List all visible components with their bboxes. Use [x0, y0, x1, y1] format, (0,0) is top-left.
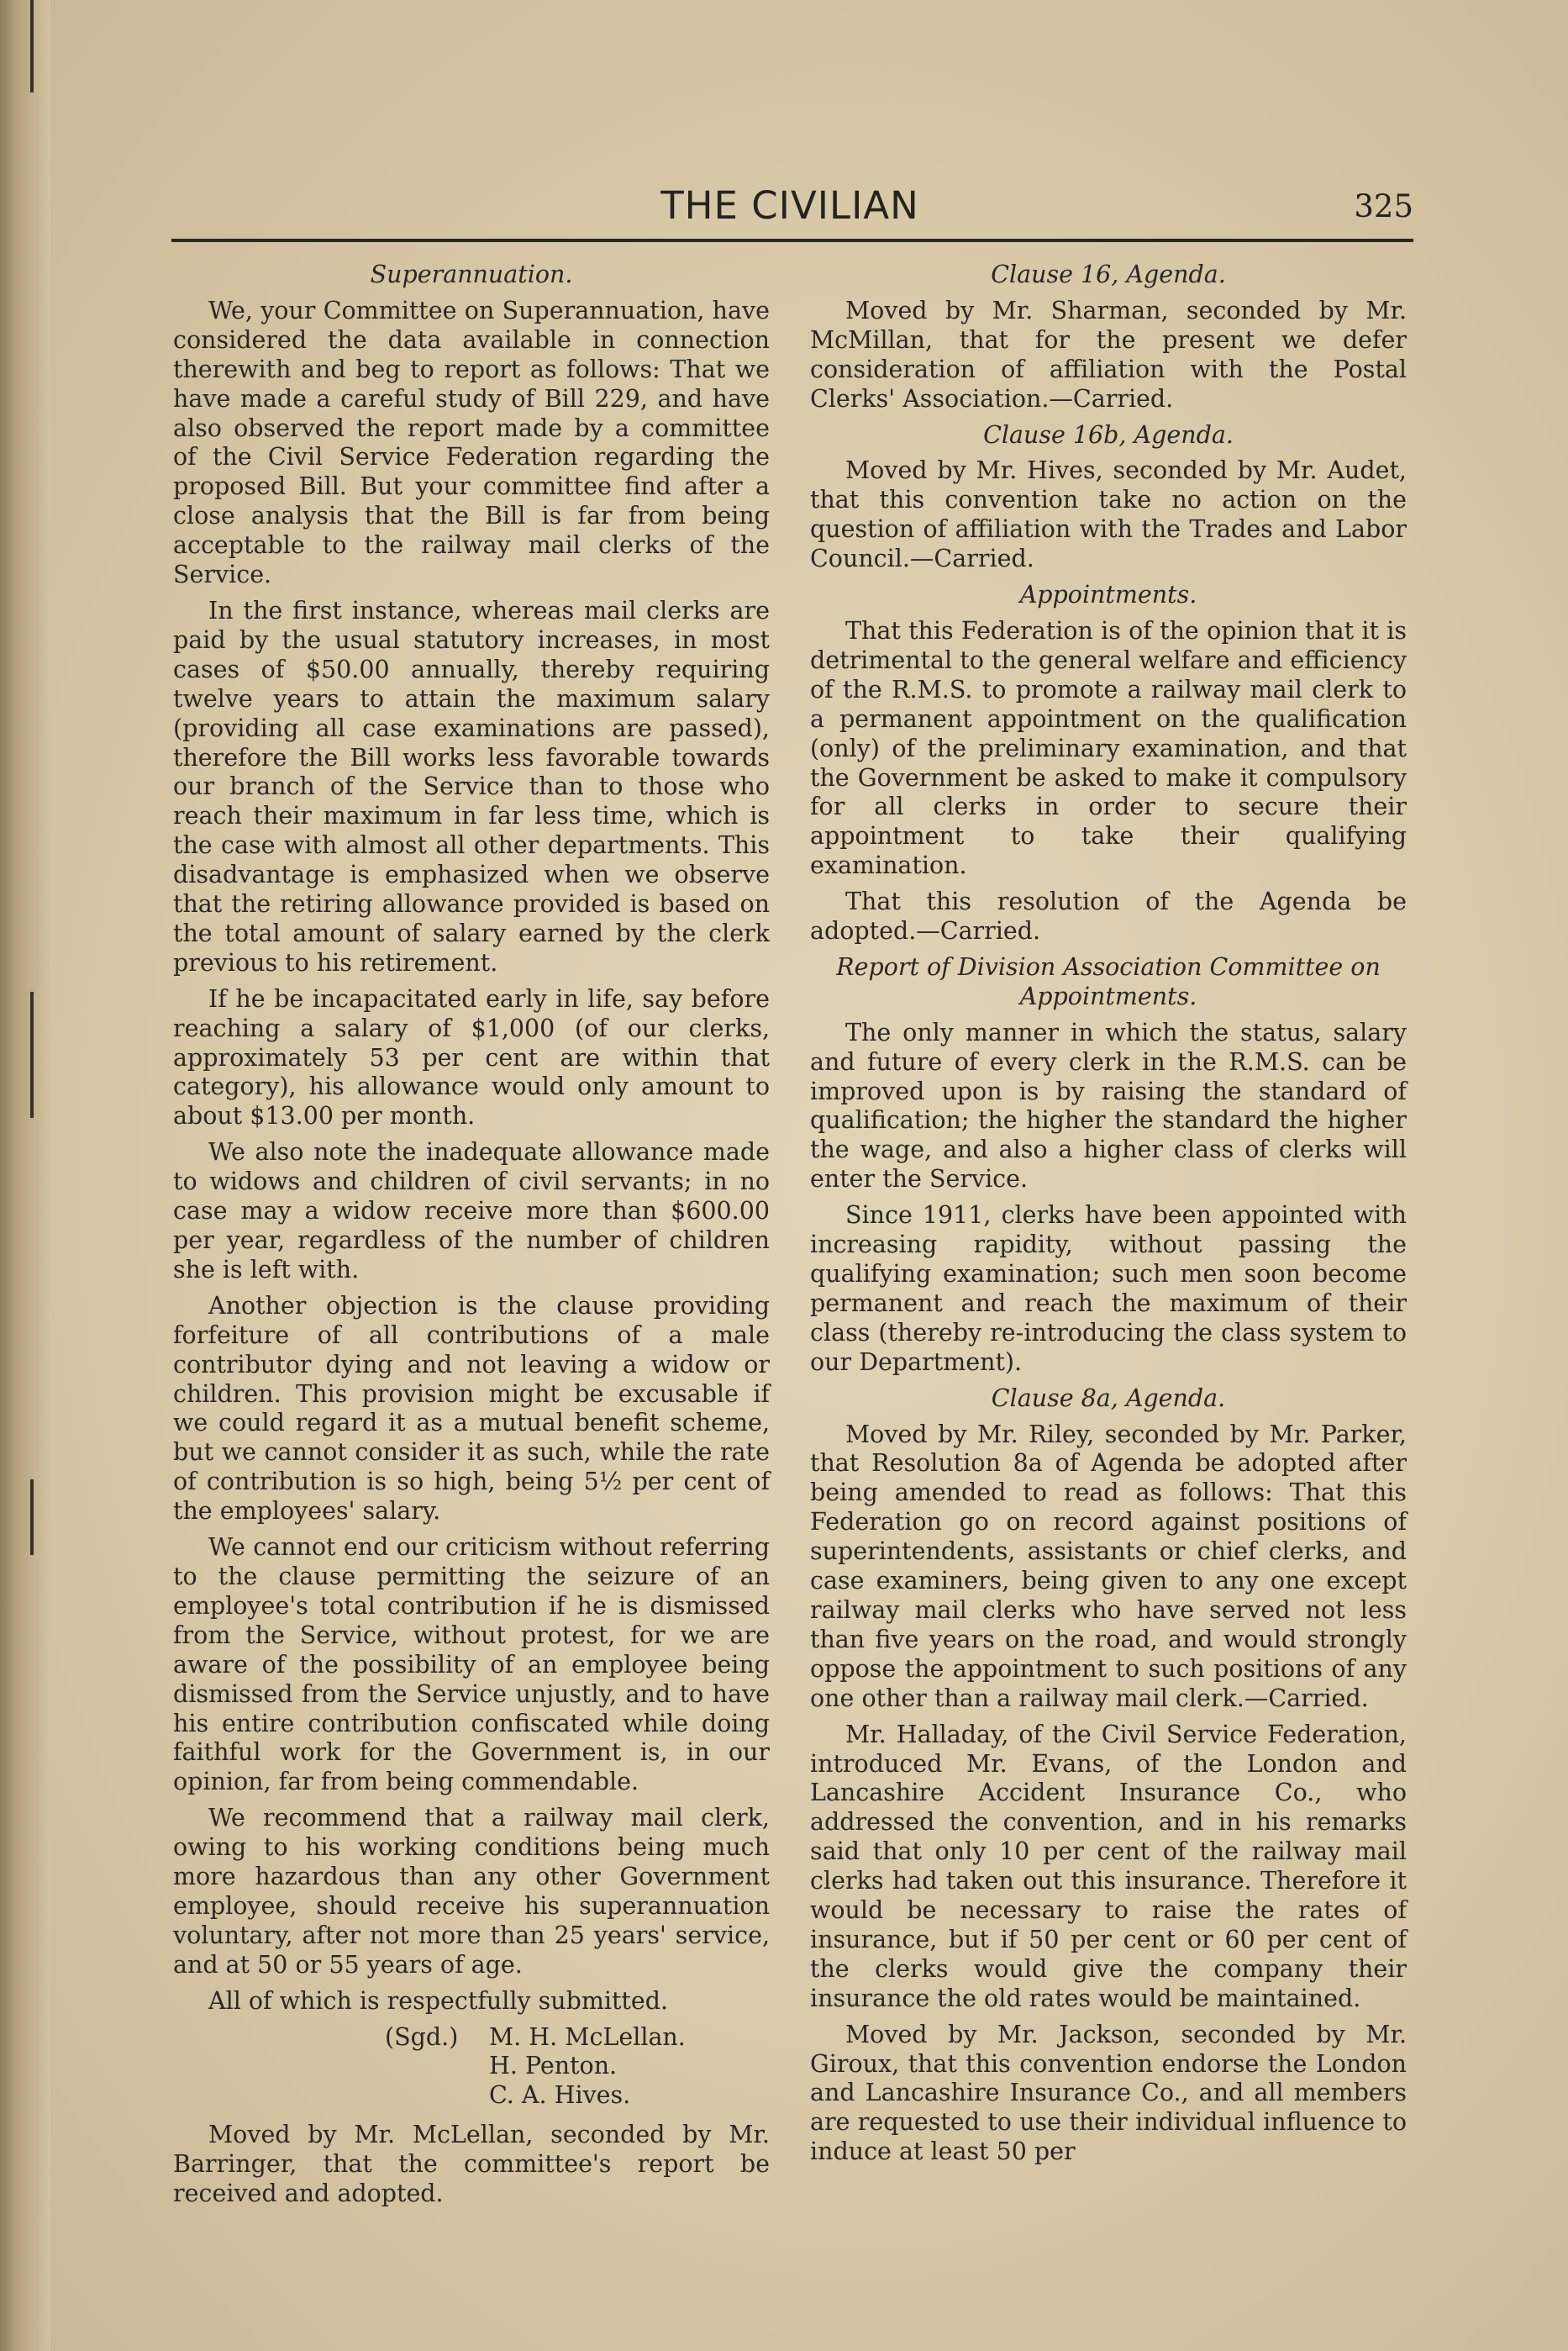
section-heading: Clause 8a, Agenda. — [991, 1384, 1226, 1412]
signature-sgd: (Sgd.) — [385, 2022, 459, 2051]
page-number: 325 — [1354, 188, 1413, 224]
signature-block — [173, 2023, 770, 2111]
section-heading: Clause 16, Agenda. — [991, 261, 1226, 288]
paragraph: We cannot end our criticism without referring to the clause permitting the seizure of an employee's total contribution if he is dismissed from the Service, without protest, for we are aware of the possibility of an employee being dismissed from the Service unjustly, and to have his entire contribution confiscated while doing faithful work for the Government is, in our opinion, far from being commendable. — [173, 1533, 770, 1796]
paragraph: Mr. Halladay, of the Civil Service Federation, introduced Mr. Evans, of the London and Lancashire Accident Insurance Co., who addressed the convention, and in his remarks said that only 10 per cent of the railway mail clerks had taken out this insurance. Therefore it would be necessary to raise the rates of insurance, but if 50 per cent or 60 per cent of the clerks would give the company their insurance the old rates would be maintained. — [810, 1720, 1407, 2012]
spine-edge-line — [30, 1479, 34, 1555]
spine-edge-line — [30, 992, 34, 1118]
paragraph: Since 1911, clerks have been appointed with increasing rapidity, without passing the qualifying examination; such men soon become permanent and reach the maximum of their class (thereby re-introducing the class system to our Department). — [810, 1201, 1407, 1376]
right-column — [810, 261, 1407, 2174]
paragraph: Moved by Mr. Jackson, seconded by Mr. Giroux, that this convention endorse the London and Lancashire Insurance Co., and all members are requested to use their individual influence to induce at least 50 per — [810, 2020, 1407, 2166]
paragraph: If he be incapacitated early in life, say before reaching a salary of $1,000 (of our clerks, approximately 53 per cent are within that category), his allowance would only amount to about $13.00 per month. — [173, 984, 770, 1131]
running-title: THE CIVILIAN — [660, 183, 919, 228]
section-heading: Clause 16b, Agenda. — [983, 420, 1234, 449]
paragraph: In the first instance, whereas mail clerks are paid by the usual statutory increases, in most cases of $50.00 annually, thereby requiring twelve years to attain the maximum salary (providing all case examinations are passed), therefore the Bill works less favorable towards our branch of the Service than to those who reach their maximum in far less time, which is the case with almost all other departments. This disadvantage is emphasized when we observe that the retiring allowance provided is based on the total amount of salary earned by the clerk previous to his retirement. — [173, 596, 770, 977]
signature-line — [173, 2081, 770, 2111]
signatory-name: C. A. Hives. — [489, 2081, 631, 2110]
running-header — [166, 183, 1413, 234]
signature-line — [173, 2052, 770, 2081]
spine-edge-line — [30, 0, 34, 92]
section-heading: Appointments. — [1019, 581, 1197, 609]
paragraph: Moved by Mr. Riley, seconded by Mr. Parker, that Resolution 8a of Agenda be adopted after being amended to read as follows: That this Federation go on record against positions of superintendents, assistants or chief clerks, and case examiners, being given to any one except railway mail clerks who have served not less than five years on the road, and would strongly oppose the appointment to such positions of any one other than a railway mail clerk.—Carried. — [810, 1420, 1407, 1712]
section-heading: Superannuation. — [370, 261, 573, 288]
paragraph: We, your Committee on Superannuation, have considered the data available in connection therewith and beg to report as follows: That we have made a careful study of Bill 229, and have also observed the report made by a committee of the Civil Service Federation regarding the proposed Bill. But your committee find after a close analysis that the Bill is far from being acceptable to the railway mail clerks of the Service. — [173, 296, 770, 589]
paragraph: All of which is respectfully submitted. — [208, 1986, 669, 2015]
paragraph: Moved by Mr. Sharman, seconded by Mr. McMillan, that for the present we defer consideration of affiliation with the Postal Clerks' Association.—Carried. — [810, 296, 1407, 413]
paragraph: The only manner in which the status, salary and future of every clerk in the R.M.S. can be improved upon is by raising the standard of qualification; the higher the standard the higher the wage, and also a higher class of clerks will enter the Service. — [810, 1018, 1407, 1194]
paragraph: That this Federation is of the opinion that it is detrimental to the general welfare and efficiency of the R.M.S. to promote a railway mail clerk to a permanent appointment on the qualification (only) of the preliminary examination, and that the Government be asked to make it compulsory for all clerks in order to secure their appointment to take their qualifying examination. — [810, 616, 1407, 880]
book-spine — [0, 0, 50, 2351]
paragraph: Moved by Mr. McLellan, seconded by Mr. Barringer, that the committee's report be received and adopted. — [173, 2121, 770, 2208]
paragraph: We recommend that a railway mail clerk, owing to his working conditions being much more hazardous than any other Government employee, should receive his superannuation voluntary, after not more than 25 years' service, and at 50 or 55 years of age. — [173, 1804, 770, 1979]
paragraph: We also note the inadequate allowance made to widows and children of civil servants; in no case may a widow receive more than $600.00 per year, regardless of the number of children she is left with. — [173, 1138, 770, 1284]
paragraph: Moved by Mr. Hives, seconded by Mr. Audet, that this convention take no action on the question of affiliation with the Trades and Labor Council.—Carried. — [810, 456, 1407, 573]
signatory-name: H. Penton. — [489, 2052, 618, 2080]
header-rule — [171, 239, 1413, 242]
signature-line — [173, 2023, 770, 2053]
paragraph: Another objection is the clause providing forfeiture of all contributions of a male contributor dying and not leaving a widow or children. This provision might be excusable if we could regard it as a mutual benefit scheme, but we cannot consider it as such, while the rate of contribution is so high, being 5½ per cent of the employees' salary. — [173, 1291, 770, 1526]
section-heading: Report of Division Association Committee on Appointments. — [836, 952, 1381, 1010]
signatory-name: M. H. McLellan. — [489, 2022, 686, 2051]
paragraph: That this resolution of the Agenda be adopted.—Carried. — [810, 888, 1407, 946]
left-column — [173, 261, 770, 2216]
